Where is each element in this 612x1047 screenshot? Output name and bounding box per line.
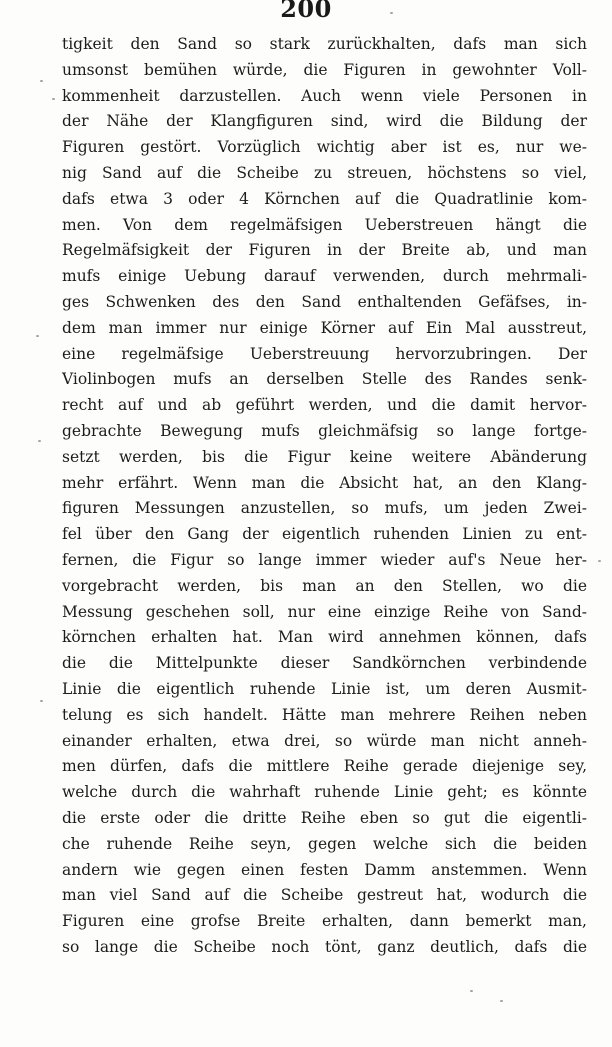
text-line: ges Schwenken des den Sand enthaltenden Gefäfses, in-	[62, 292, 587, 311]
text-line: setzt werden, bis die Figur keine weitere Abänderung	[62, 447, 587, 466]
print-speck	[390, 12, 393, 14]
text-line: telung es sich handelt. Hätte man mehrere Reihen neben	[62, 705, 587, 724]
print-speck	[470, 990, 473, 992]
text-line: eine regelmäfsige Ueberstreuung hervorzubringen. Der	[62, 344, 587, 363]
text-line: die die Mittelpunkte dieser Sandkörnchen verbindende	[62, 654, 587, 673]
text-line: einander erhalten, etwa drei, so würde man nicht anneh-	[62, 731, 587, 750]
print-speck	[36, 335, 39, 337]
text-line: die erste oder die dritte Reihe eben so gut die eigentli-	[62, 808, 587, 827]
text-line: che ruhende Reihe seyn, gegen welche sich die beiden	[62, 834, 587, 853]
text-line: dem man immer nur einige Körner auf Ein Mal ausstreut,	[62, 318, 587, 337]
text-line: figuren Messungen anzustellen, so mufs, um jeden Zwei-	[62, 499, 587, 518]
text-line: Regelmäfsigkeit der Figuren in der Breite ab, und man	[62, 241, 587, 260]
text-line: man viel Sand auf die Scheibe gestreut hat, wodurch die	[62, 886, 587, 905]
text-line: fernen, die Figur so lange immer wieder auf's Neue her-	[62, 550, 587, 569]
text-line: welche durch die wahrhaft ruhende Linie geht; es könnte	[62, 783, 587, 802]
print-speck	[40, 80, 43, 82]
page-number: 200	[280, 0, 332, 23]
text-line: Figuren eine grofse Breite erhalten, dann bemerkt man,	[62, 912, 587, 931]
print-speck	[598, 560, 601, 562]
print-speck	[38, 440, 41, 442]
body-text	[62, 32, 587, 961]
text-line: so lange die Scheibe noch tönt, ganz deutlich, dafs die	[62, 937, 587, 956]
text-line: dafs etwa 3 oder 4 Körnchen auf die Quadratlinie kom-	[62, 189, 587, 208]
text-line: Linie die eigentlich ruhende Linie ist, um deren Ausmit-	[62, 679, 587, 698]
text-line: Violinbogen mufs an derselben Stelle des Randes senk-	[62, 370, 587, 389]
text-line: tigkeit den Sand so stark zurückhalten, dafs man sich	[62, 35, 587, 53]
text-line: men. Von dem regelmäfsigen Ueberstreuen hängt die	[62, 215, 587, 234]
text-line: der Nähe der Klangfiguren sind, wird die Bildung der	[62, 112, 587, 131]
text-line: körnchen erhalten hat. Man wird annehmen können, dafs	[62, 628, 587, 647]
print-speck	[52, 98, 55, 100]
text-line: andern wie gegen einen festen Damm anstemmen. Wenn	[62, 860, 587, 879]
text-line: fel über den Gang der eigentlich ruhenden Linien zu ent-	[62, 525, 587, 544]
text-line: gebrachte Bewegung mufs gleichmäfsig so lange fortge-	[62, 421, 587, 440]
text-line: mehr erfährt. Wenn man die Absicht hat, an den Klang-	[62, 473, 587, 492]
text-line: kommenheit darzustellen. Auch wenn viele Personen in	[62, 86, 587, 105]
text-line: men dürfen, dafs die mittlere Reihe gerade diejenige sey,	[62, 757, 587, 776]
print-speck	[500, 1000, 503, 1002]
text-line: recht auf und ab geführt werden, und die damit hervor-	[62, 396, 587, 415]
text-line: Messung geschehen soll, nur eine einzige Reihe von Sand-	[62, 602, 587, 621]
text-line: mufs einige Uebung darauf verwenden, durch mehrmali-	[62, 267, 587, 286]
text-line: Figuren gestört. Vorzüglich wichtig aber ist es, nur we-	[62, 138, 587, 157]
text-line: umsonst bemühen würde, die Figuren in gewohnter Voll-	[62, 60, 587, 79]
print-speck	[40, 700, 43, 702]
text-line: vorgebracht werden, bis man an den Stellen, wo die	[62, 576, 587, 595]
text-line: nig Sand auf die Scheibe zu streuen, höchstens so viel,	[62, 163, 587, 182]
